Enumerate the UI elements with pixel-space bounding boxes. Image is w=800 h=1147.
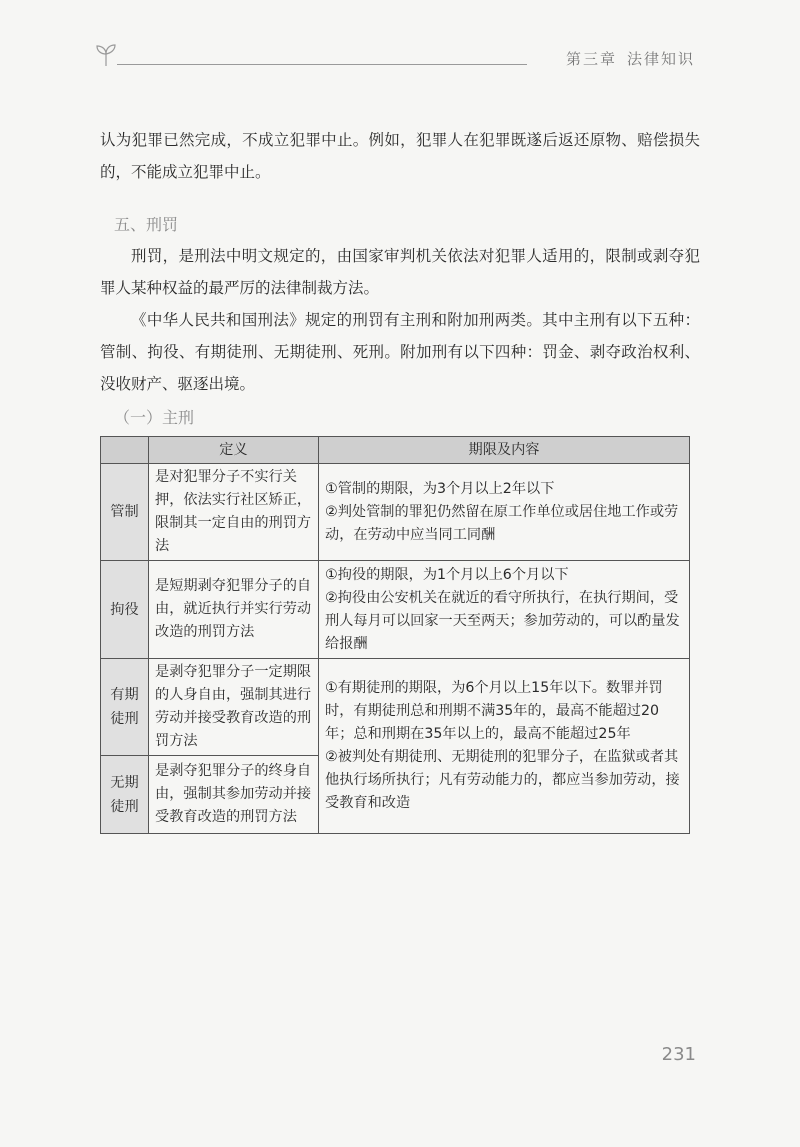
- page-number: 231: [661, 1044, 696, 1065]
- penalty-definition: 是剥夺犯罪分子的终身自由，强制其参加劳动并接受教育改造的刑罚方法: [149, 756, 319, 834]
- header-rule: [117, 64, 527, 65]
- page-header: [95, 42, 695, 72]
- table-header-row: [101, 437, 690, 464]
- penalty-content: ①有期徒刑的期限，为6个月以上15年以下。数罪并罚时，有期徒刑总和刑期不满35年的，最高不能超过20年；总和刑期在35年以上的，最高不能超过25年 ②被判处有期徒刑、无期徒刑的犯罪分子，在监狱或者其他执行场所执行；凡有劳动能力的，都应当参加劳动，接受教育和改造: [319, 659, 690, 834]
- penalty-table: [100, 436, 690, 834]
- penalty-content: ①拘役的期限，为1个月以上6个月以下 ②拘役由公安机关在就近的看守所执行，在执行期间，受刑人每月可以回家一天至两天；参加劳动的，可以酌量发给报酬: [319, 561, 690, 659]
- penalty-name: 管制: [101, 464, 149, 561]
- chapter-number: 第三章: [565, 50, 617, 68]
- penalty-definition: 是短期剥夺犯罪分子的自由，就近执行并实行劳动改造的刑罚方法: [149, 561, 319, 659]
- penalty-definition: 是对犯罪分子不实行关押，依法实行社区矫正，限制其一定自由的刑罚方法: [149, 464, 319, 561]
- page-body: [100, 124, 700, 432]
- table-row: [101, 561, 690, 659]
- penalty-definition: 是剥夺犯罪分子一定期限的人身自由，强制其进行劳动并接受教育改造的刑罚方法: [149, 659, 319, 756]
- table-header-cell: 定义: [149, 437, 319, 464]
- penalty-types-paragraph: 《中华人民共和国刑法》规定的刑罚有主刑和附加刑两类。其中主刑有以下五种：管制、拘役、有期徒刑、无期徒刑、死刑。附加刑有以下四种：罚金、剥夺政治权利、没收财产、驱逐出境。: [100, 311, 700, 393]
- chapter-heading: [556, 48, 695, 69]
- penalty-name: 无期 徒刑: [101, 756, 149, 834]
- penalty-content: ①管制的期限，为3个月以上2年以下 ②判处管制的罪犯仍然留在原工作单位或居住地工作或劳动，在劳动中应当同工同酬: [319, 464, 690, 561]
- table-header-cell: [101, 437, 149, 464]
- table-header-cell: 期限及内容: [319, 437, 690, 464]
- section-title: 五、刑罚: [114, 215, 179, 234]
- definition-paragraph: 刑罚，是刑法中明文规定的，由国家审判机关依法对犯罪人适用的，限制或剥夺犯罪人某种权益的最严厉的法律制裁方法。: [100, 247, 700, 297]
- penalty-name: 拘役: [101, 561, 149, 659]
- table-row: [101, 659, 690, 756]
- subsection-title: （一）主刑: [114, 408, 195, 427]
- intro-paragraph: 认为犯罪已然完成，不成立犯罪中止。例如，犯罪人在犯罪既遂后返还原物、赔偿损失的，不能成立犯罪中止。: [100, 131, 700, 181]
- chapter-title: 法律知识: [626, 50, 695, 68]
- table-row: [101, 464, 690, 561]
- sprout-icon: [95, 42, 117, 68]
- penalty-name: 有期 徒刑: [101, 659, 149, 756]
